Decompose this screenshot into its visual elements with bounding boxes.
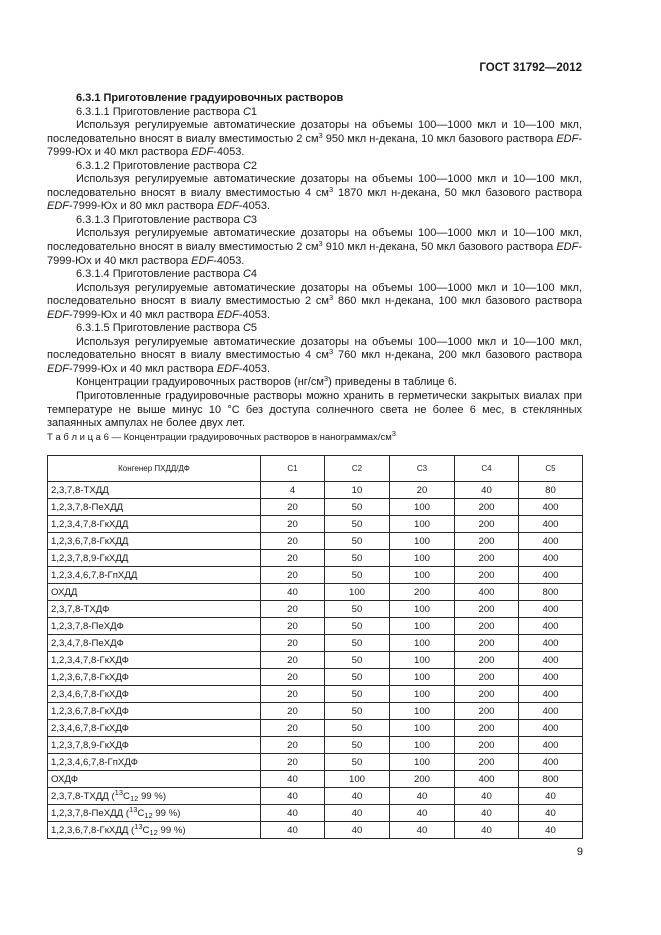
congener-name: 1,2,3,7,8-ПеХДД	[48, 499, 261, 516]
concentration-value: 20	[261, 601, 325, 618]
concentration-value: 400	[519, 550, 583, 567]
congener-name: 1,2,3,6,7,8-ГкХДД ($^{13}С_{12}$ 99 %)	[48, 822, 261, 839]
concentration-value: 20	[261, 669, 325, 686]
concentration-value: 200	[455, 550, 519, 567]
concentration-value: 40	[519, 822, 583, 839]
concentration-value: 20	[261, 652, 325, 669]
concentration-value: 40	[325, 822, 390, 839]
concentration-value: 50	[325, 686, 390, 703]
subsections	[47, 106, 582, 377]
concentration-value: 50	[325, 499, 390, 516]
subsection-title: 6.3.1.1 Приготовление раствора С1	[76, 105, 258, 118]
congener-name: 2,3,7,8-ТХДФ	[48, 601, 261, 618]
concentration-value: 100	[390, 567, 455, 584]
table-row	[48, 788, 583, 805]
concentration-note: Концентрации градуировочных растворов $(нг/см^3)$ приведены в таблице 6.	[76, 374, 458, 389]
congener-name: 1,2,3,7,8-ПеХДФ	[48, 618, 261, 635]
table-row	[48, 516, 583, 533]
concentration-value: 100	[390, 720, 455, 737]
concentration-value: 20	[261, 516, 325, 533]
congener-name: 2,3,4,6,7,8-ГкХДФ	[48, 720, 261, 737]
concentration-value: 20	[261, 686, 325, 703]
concentration-value: 400	[519, 686, 583, 703]
congener-name: 1,2,3,6,7,8-ГкХДД	[48, 533, 261, 550]
concentration-value: 400	[519, 499, 583, 516]
table-row	[48, 805, 583, 822]
concentration-value: 200	[390, 771, 455, 788]
table-row	[48, 482, 583, 499]
congener-name: 1,2,3,7,8,9-ГкХДФ	[48, 737, 261, 754]
concentration-value: 100	[390, 703, 455, 720]
concentration-value: 100	[390, 550, 455, 567]
concentration-value: 40	[390, 805, 455, 822]
concentration-value: 20	[261, 754, 325, 771]
table-row	[48, 601, 583, 618]
table-row	[48, 669, 583, 686]
subsection-body: Используя регулируемые автоматические дозаторы на объемы 100—1000 мкл и 10—100 мкл, последовательно вносят в виалу вместимостью 4 $см^3$ 1870 мкл н-декана, 50 мкл базового раствора EDF-7999-Юх и 80 мкл раствора EDF-4053.	[47, 173, 582, 213]
concentration-value: 40	[519, 805, 583, 822]
concentration-value: 400	[519, 601, 583, 618]
concentration-value: 400	[519, 516, 583, 533]
concentration-table	[47, 455, 583, 839]
concentration-value: 400	[519, 533, 583, 550]
table-caption: Т а б л и ц а 6 — Концентрации градуировочных растворов в нанограммах/$см^3$	[47, 429, 396, 443]
table-header-row	[48, 456, 583, 482]
concentration-value: 50	[325, 550, 390, 567]
concentration-value: 400	[519, 703, 583, 720]
table-row	[48, 737, 583, 754]
concentration-value: 200	[455, 635, 519, 652]
concentration-value: 400	[455, 584, 519, 601]
congener-name: 1,2,3,4,6,7,8-ГпХДФ	[48, 754, 261, 771]
congener-name: 1,2,3,7,8,9-ГкХДД	[48, 550, 261, 567]
concentration-value: 40	[390, 788, 455, 805]
concentration-value: 50	[325, 635, 390, 652]
concentration-value: 800	[519, 584, 583, 601]
congener-name: 1,2,3,6,7,8-ГкХДФ	[48, 703, 261, 720]
concentration-value: 200	[455, 567, 519, 584]
concentration-value: 20	[261, 499, 325, 516]
table-row	[48, 567, 583, 584]
concentration-value: 400	[519, 737, 583, 754]
concentration-value: 100	[325, 771, 390, 788]
storage-note: Приготовленные градуировочные растворы можно хранить в герметически закрытых виалах при температуре не выше минус 10 °С без доступа солнечного света не более 6 мес, в стеклянных запаянных ампулах не более двух лет.	[47, 390, 582, 430]
congener-name: 2,3,7,8-ТХДД	[48, 482, 261, 499]
concentration-value: 40	[455, 805, 519, 822]
concentration-value: 50	[325, 567, 390, 584]
concentration-value: 20	[261, 550, 325, 567]
table-row	[48, 771, 583, 788]
concentration-value: 50	[325, 516, 390, 533]
concentration-value: 200	[455, 533, 519, 550]
subsection-body: Используя регулируемые автоматические дозаторы на объемы 100—1000 мкл и 10—100 мкл, последовательно вносят в виалу вместимостью 2 $см^3$ 860 мкл н-декана, 100 мкл базового раствора EDF-7999-Юх и 40 мкл раствора EDF-4053.	[47, 281, 582, 321]
subsection-title: 6.3.1.5 Приготовление раствора С5	[76, 322, 258, 335]
table-row	[48, 550, 583, 567]
subsection-body: Используя регулируемые автоматические дозаторы на объемы 100—1000 мкл и 10—100 мкл, последовательно вносят в виалу вместимостью 4 $см^3$ 760 мкл н-декана, 200 мкл базового раствора EDF-7999-Юх и 40 мкл раствора EDF-4053.	[47, 335, 582, 375]
concentration-value: 40	[261, 822, 325, 839]
subsection-title: 6.3.1.2 Приготовление раствора С2	[76, 159, 258, 172]
concentration-value: 20	[261, 618, 325, 635]
concentration-value: 100	[390, 669, 455, 686]
congener-name: ОХДФ	[48, 771, 261, 788]
concentration-value: 20	[261, 567, 325, 584]
header-c1: С1	[261, 456, 325, 482]
concentration-value: 50	[325, 601, 390, 618]
concentration-value: 400	[519, 618, 583, 635]
table-row	[48, 635, 583, 652]
concentration-value: 100	[390, 499, 455, 516]
concentration-value: 200	[455, 652, 519, 669]
congener-name: ОХДД	[48, 584, 261, 601]
concentration-value: 50	[325, 533, 390, 550]
table-row	[48, 499, 583, 516]
concentration-value: 20	[261, 703, 325, 720]
concentration-value: 50	[325, 652, 390, 669]
concentration-value: 800	[519, 771, 583, 788]
concentration-value: 200	[455, 618, 519, 635]
header-c2: С2	[325, 456, 390, 482]
table-row	[48, 686, 583, 703]
table-row	[48, 584, 583, 601]
concentration-value: 20	[261, 533, 325, 550]
table-row	[48, 652, 583, 669]
section-heading: 6.3.1 Приготовление градуировочных растворов	[76, 92, 344, 104]
concentration-value: 100	[390, 601, 455, 618]
concentration-value: 20	[261, 635, 325, 652]
concentration-value: 400	[519, 720, 583, 737]
congener-name: 1,2,3,4,7,8-ГкХДФ	[48, 652, 261, 669]
concentration-value: 200	[455, 516, 519, 533]
concentration-value: 400	[519, 669, 583, 686]
congener-name: 2,3,7,8-ТХДД ($^{13}С_{12}$ 99 %)	[48, 788, 261, 805]
table-row	[48, 618, 583, 635]
concentration-value: 50	[325, 754, 390, 771]
concentration-value: 40	[325, 805, 390, 822]
table-row	[48, 720, 583, 737]
concentration-value: 50	[325, 703, 390, 720]
concentration-value: 200	[455, 737, 519, 754]
concentration-value: 400	[519, 567, 583, 584]
concentration-value: 40	[261, 771, 325, 788]
congener-name: 2,3,4,7,8-ПеХДФ	[48, 635, 261, 652]
header-congener: Конгенер ПХДД/ДФ	[48, 456, 261, 482]
concentration-value: 200	[455, 720, 519, 737]
section-text	[47, 92, 582, 431]
concentration-value: 100	[325, 584, 390, 601]
concentration-value: 40	[261, 584, 325, 601]
table-row	[48, 533, 583, 550]
concentration-value: 50	[325, 737, 390, 754]
concentration-value: 80	[519, 482, 583, 499]
congener-name: 1,2,3,6,7,8-ГкХДФ	[48, 669, 261, 686]
concentration-value: 40	[325, 788, 390, 805]
concentration-value: 100	[390, 686, 455, 703]
concentration-value: 200	[455, 703, 519, 720]
concentration-value: 200	[455, 601, 519, 618]
concentration-value: 400	[519, 754, 583, 771]
concentration-value: 40	[261, 805, 325, 822]
table-row	[48, 754, 583, 771]
concentration-value: 200	[390, 584, 455, 601]
concentration-value: 40	[519, 788, 583, 805]
concentration-value: 40	[455, 788, 519, 805]
concentration-value: 200	[455, 754, 519, 771]
header-c5: С5	[519, 456, 583, 482]
congener-name: 1,2,3,7,8-ПеХДД ($^{13}С_{12}$ 99 %)	[48, 805, 261, 822]
subsection-body: Используя регулируемые автоматические дозаторы на объемы 100—1000 мкл и 10—100 мкл, последовательно вносят в виалу вместимостью 2 $см^3$ 910 мкл н-декана, 50 мкл базового раствора EDF-7999-Юх и 40 мкл раствора EDF-4053.	[47, 227, 583, 267]
concentration-value: 400	[455, 771, 519, 788]
concentration-value: 50	[325, 669, 390, 686]
concentration-value: 100	[390, 635, 455, 652]
concentration-value: 100	[390, 516, 455, 533]
header-c4: С4	[455, 456, 519, 482]
concentration-value: 200	[455, 499, 519, 516]
subsection-title: 6.3.1.4 Приготовление раствора С4	[76, 268, 258, 281]
concentration-value: 20	[261, 720, 325, 737]
concentration-value: 10	[325, 482, 390, 499]
concentration-value: 20	[261, 737, 325, 754]
congener-name: 2,3,4,6,7,8-ГкХДФ	[48, 686, 261, 703]
table-row	[48, 703, 583, 720]
concentration-value: 100	[390, 618, 455, 635]
concentration-value: 400	[519, 652, 583, 669]
table-body	[48, 482, 583, 839]
congener-name: 1,2,3,4,7,8-ГкХДД	[48, 516, 261, 533]
concentration-value: 50	[325, 720, 390, 737]
concentration-value: 4	[261, 482, 325, 499]
concentration-value: 40	[455, 822, 519, 839]
page-number: 9	[576, 846, 583, 858]
concentration-value: 40	[261, 788, 325, 805]
concentration-value: 200	[455, 686, 519, 703]
subsection-title: 6.3.1.3 Приготовление раствора С3	[76, 213, 258, 226]
concentration-value: 100	[390, 737, 455, 754]
subsection-body: Используя регулируемые автоматические дозаторы на объемы 100—1000 мкл и 10—100 мкл, последовательно вносят в виалу вместимостью 2 $см^3$ 950 мкл н-декана, 10 мкл базового раствора EDF-7999-Юх и 40 мкл раствора EDF-4053.	[47, 119, 583, 159]
concentration-value: 40	[455, 482, 519, 499]
header-c3: С3	[390, 456, 455, 482]
concentration-value: 40	[390, 822, 455, 839]
concentration-value: 400	[519, 635, 583, 652]
concentration-value: 20	[390, 482, 455, 499]
concentration-value: 100	[390, 754, 455, 771]
table-row	[48, 822, 583, 839]
document-header: ГОСТ 31792—2012	[479, 62, 582, 74]
concentration-value: 50	[325, 618, 390, 635]
concentration-value: 100	[390, 652, 455, 669]
concentration-value: 100	[390, 533, 455, 550]
congener-name: 1,2,3,4,6,7,8-ГпХДД	[48, 567, 261, 584]
concentration-value: 200	[455, 669, 519, 686]
